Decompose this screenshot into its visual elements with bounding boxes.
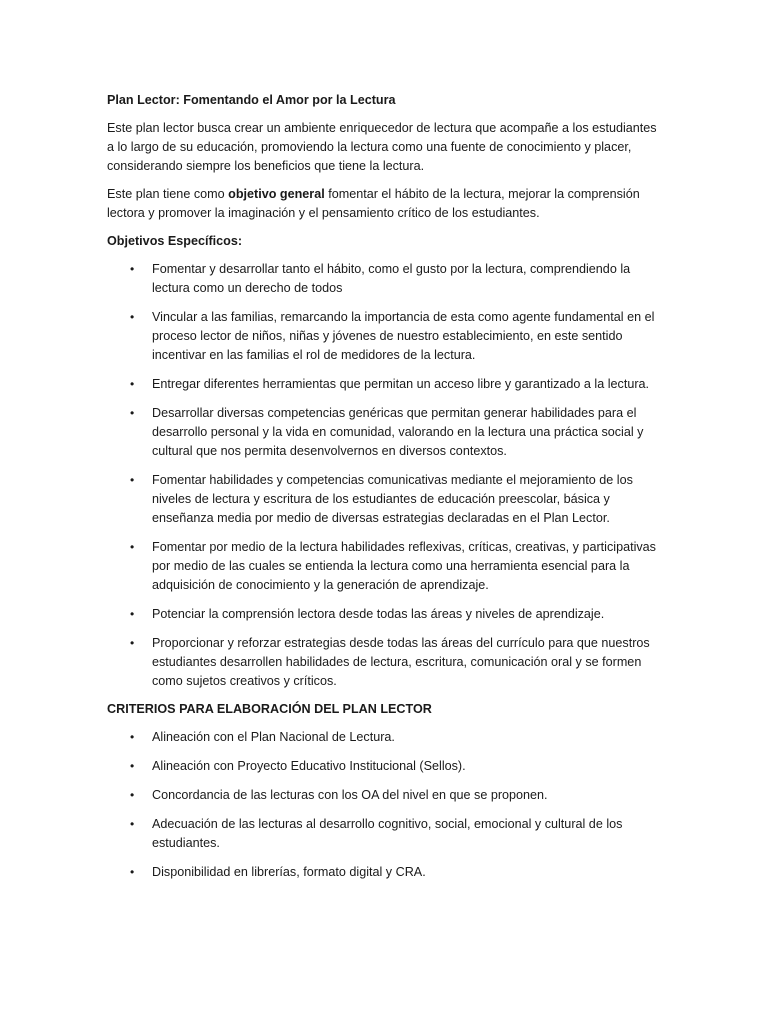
list-item: [107, 404, 667, 461]
bullet-icon: •: [130, 759, 135, 773]
bullet-icon: •: [130, 817, 135, 831]
document-body: [107, 91, 667, 891]
criteria-heading: CRITERIOS PARA ELABORACIÓN DEL PLAN LECTOR: [107, 702, 432, 716]
list-item-text: Adecuación de las lecturas al desarrollo cognitivo, social, emocional y cultural de los estudiantes.: [152, 817, 623, 850]
list-item: [107, 634, 667, 691]
bullet-icon: •: [130, 377, 135, 391]
list-item: [107, 308, 667, 365]
list-item-text: Alineación con el Plan Nacional de Lectura.: [152, 730, 395, 744]
list-item-text: Proporcionar y reforzar estrategias desde todas las áreas del currículo para que nuestros estudiantes desarrollen habilidades de lectura, escritura, comunicación oral y se formen como sujetos creativos y críticos.: [152, 636, 650, 688]
list-item-text: Desarrollar diversas competencias genéricas que permitan generar habilidades para el desarrollo personal y la vida en comunidad, valorando en la lectura una práctica social y cultural que nos permita desenvolvernos en diversos contextos.: [152, 406, 644, 458]
bullet-icon: •: [130, 636, 135, 650]
bullet-icon: •: [130, 262, 135, 276]
general-objective-bold: objetivo general: [228, 187, 325, 201]
list-item-text: Potenciar la comprensión lectora desde todas las áreas y niveles de aprendizaje.: [152, 607, 605, 621]
list-item-text: Fomentar habilidades y competencias comunicativas mediante el mejoramiento de los niveles de lectura y escritura de los estudiantes de educación preescolar, básica y enseñanza media por medio de diversas estrategias declaradas en el Plan Lector.: [152, 473, 633, 525]
list-item: [107, 757, 667, 776]
bullet-icon: •: [130, 788, 135, 802]
list-item: [107, 728, 667, 747]
general-objective-text-after: fomentar el hábito de la lectura, mejorar la comprensión lectora y promover la imaginación y el pensamiento crítico de los estudiantes.: [107, 187, 640, 220]
list-item: [107, 260, 667, 298]
criteria-list: [107, 728, 667, 882]
bullet-icon: •: [130, 406, 135, 420]
list-item: [107, 375, 667, 394]
list-item: [107, 605, 667, 624]
list-item-text: Entregar diferentes herramientas que permitan un acceso libre y garantizado a la lectura.: [152, 377, 650, 391]
general-objective-text-before: Este plan tiene como: [107, 187, 229, 201]
list-item-text: Concordancia de las lecturas con los OA del nivel en que se proponen.: [152, 788, 548, 802]
list-item: [107, 471, 667, 528]
list-item-text: Disponibilidad en librerías, formato digital y CRA.: [152, 865, 426, 879]
list-item-text: Alineación con Proyecto Educativo Institucional (Sellos).: [152, 759, 466, 773]
list-item: [107, 863, 667, 882]
specific-objectives-heading: Objetivos Específicos:: [107, 234, 243, 248]
general-objective-paragraph: [107, 185, 667, 223]
bullet-icon: •: [130, 865, 135, 879]
document-title: Plan Lector: Fomentando el Amor por la Lectura: [107, 93, 396, 107]
specific-objectives-list: [107, 260, 667, 691]
bullet-icon: •: [130, 540, 135, 554]
bullet-icon: •: [130, 730, 135, 744]
bullet-icon: •: [130, 310, 135, 324]
list-item-text: Vincular a las familias, remarcando la importancia de esta como agente fundamental en el proceso lector de niños, niñas y jóvenes de nuestro establecimiento, en este sentido incentivar en las familias el rol de medidores de la lectura.: [152, 310, 655, 362]
list-item-text: Fomentar y desarrollar tanto el hábito, como el gusto por la lectura, comprendiendo la lectura como un derecho de todos: [152, 262, 631, 295]
bullet-icon: •: [130, 473, 135, 487]
list-item-text: Fomentar por medio de la lectura habilidades reflexivas, críticas, creativas, y participativas por medio de las cuales se entienda la lectura como una herramienta esencial para la adquisición de conocimiento y la generación de aprendizaje.: [152, 540, 656, 592]
list-item: [107, 538, 667, 595]
intro-paragraph: Este plan lector busca crear un ambiente enriquecedor de lectura que acompañe a los estudiantes a lo largo de su educación, promoviendo la lectura como una fuente de conocimiento y placer, considerando siempre los beneficios que tiene la lectura.: [107, 121, 657, 173]
list-item: [107, 786, 667, 805]
list-item: [107, 815, 667, 853]
bullet-icon: •: [130, 607, 135, 621]
